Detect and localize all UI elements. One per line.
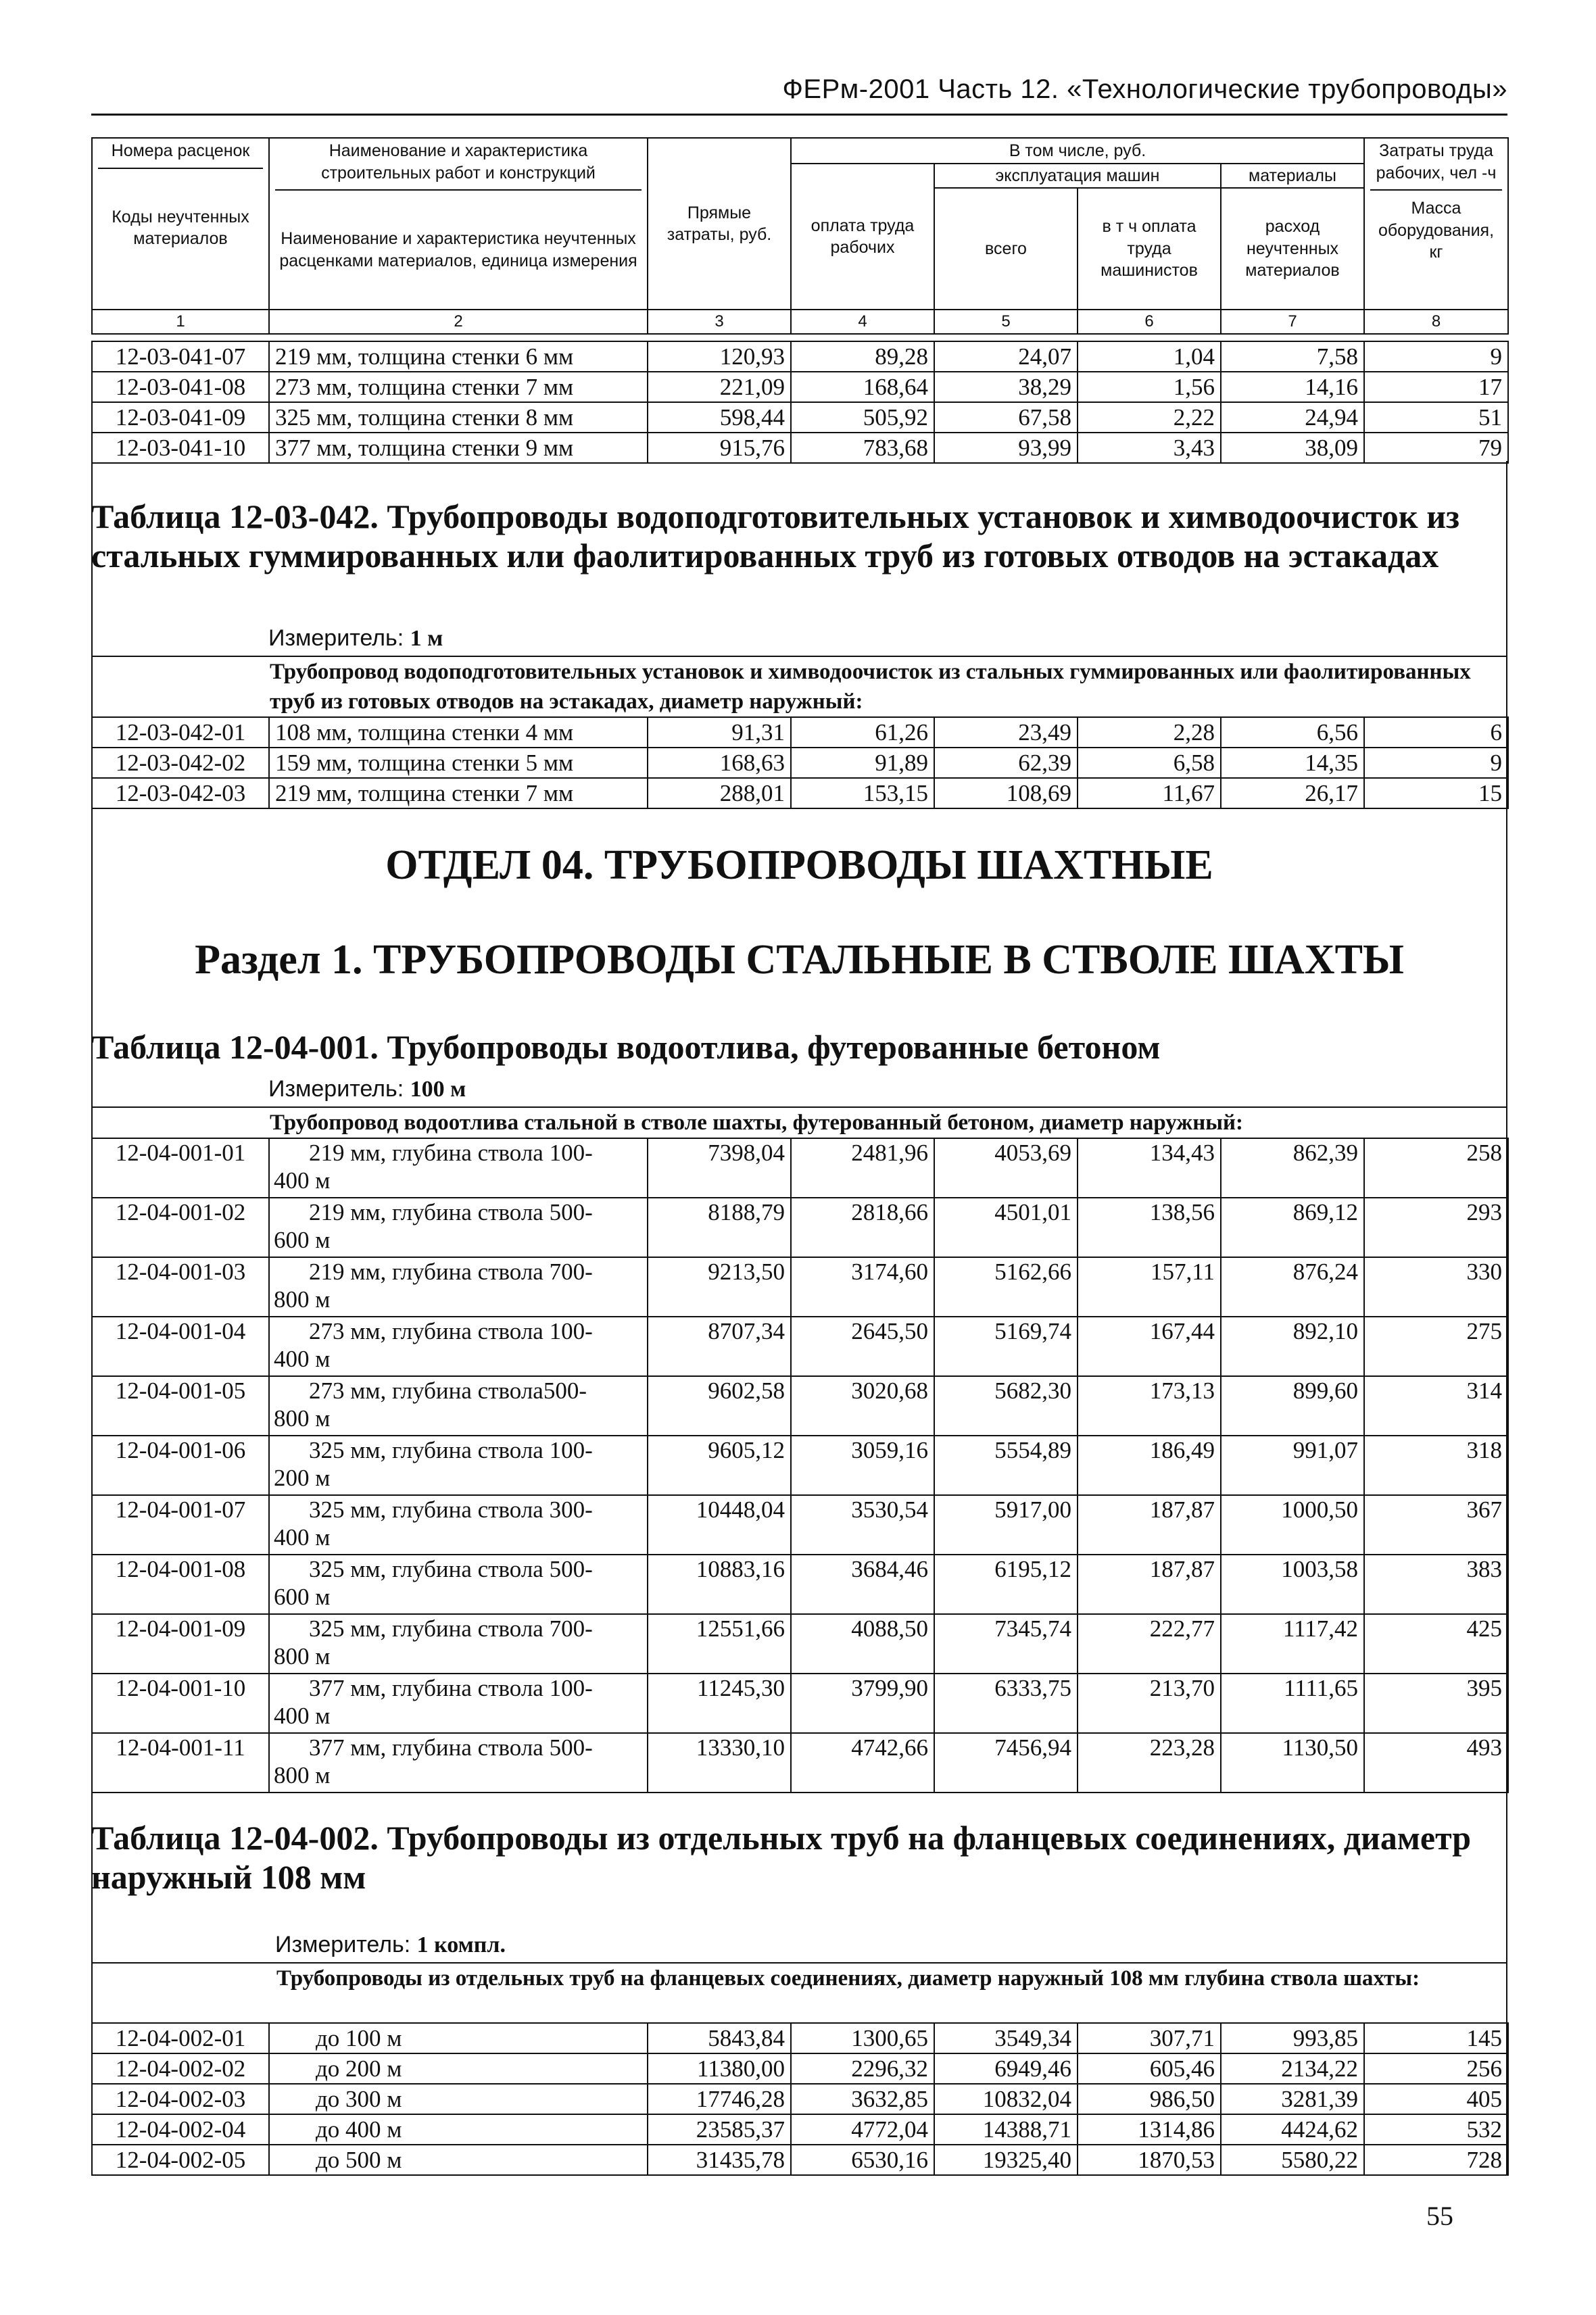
table-row: 12-04-002-04 до 400 м 23585,37 4772,04 14388,71 1314,86 4424,62 532 [92, 2114, 1508, 2145]
table-042-rows [91, 716, 1509, 809]
col-labor-header: оплата труда рабочих [791, 164, 934, 310]
table-002-subheading: Трубопроводы из отдельных труб на фланцевых соединениях, диаметр наружный 108 мм глубина ствола шахты: [91, 1962, 1507, 1993]
table-001-subheading: Трубопровод водоотлива стальной в стволе шахты, футерованный бетоном, диаметр наружный: [91, 1106, 1507, 1138]
header-rule [91, 114, 1507, 116]
table-row: 12-04-002-02 до 200 м 11380,00 2296,32 6949,46 605,46 2134,22 256 [92, 2053, 1508, 2084]
col-number: 8 [1364, 310, 1508, 334]
table-002-rows [91, 2022, 1509, 2176]
col-machines-header: эксплуатация машин [934, 164, 1221, 188]
table-042-subheading: Трубопровод водоподготовительных установок и химводоочисток из стальных гуммированных или фаолитированных труб из готовых отводов на эстакадах, диаметр наружный: [91, 656, 1507, 716]
col-machines-total-header: всего [934, 188, 1078, 310]
table-001-meter: Измеритель: 100 м [268, 1076, 466, 1102]
table-row: 12-04-001-07 325 мм, глубина ствола 300- 400 м 10448,04 3530,54 5917,00 187,87 1000,50 367 [92, 1495, 1508, 1555]
table-row: 12-04-002-01 до 100 м 5843,84 1300,65 3549,34 307,71 993,85 145 [92, 2023, 1508, 2053]
col-materials-header: материалы [1221, 164, 1364, 188]
table-row: 12-04-002-03 до 300 м 17746,28 3632,85 10832,04 986,50 3281,39 405 [92, 2084, 1508, 2114]
col-number: 3 [648, 310, 791, 334]
table-row: 12-04-001-03 219 мм, глубина ствола 700- 800 м 9213,50 3174,60 5162,66 157,11 876,24 330 [92, 1257, 1508, 1317]
col-number: 7 [1221, 310, 1364, 334]
col-direct-header: Прямые затраты, руб. [648, 138, 791, 310]
col-operators-header: в т ч оплата труда машинистов [1078, 188, 1221, 310]
table-row: 12-04-002-05 до 500 м 31435,78 6530,16 19325,40 1870,53 5580,22 728 [92, 2145, 1508, 2175]
table-row: 12-04-001-10 377 мм, глубина ствола 100- 400 м 11245,30 3799,90 6333,75 213,70 1111,65 395 [92, 1674, 1508, 1733]
running-header: ФЕРм-2001 Часть 12. «Технологические трубопроводы» [782, 74, 1507, 104]
table-row: 12-04-001-06 325 мм, глубина ствола 100- 200 м 9605,12 3059,16 5554,89 186,49 991,07 318 [92, 1436, 1508, 1495]
table-041-rows [91, 341, 1509, 464]
table-001-title: Таблица 12-04-001. Трубопроводы водоотлива, футерованные бетоном [91, 1028, 1161, 1066]
table-002-title: Таблица 12-04-002. Трубопроводы из отдельных труб на фланцевых соединениях, диаметр наружный 108 мм [91, 1819, 1472, 1896]
table-row: 12-03-041-08 273 мм, толщина стенки 7 мм 221,09 168,64 38,29 1,56 14,16 17 [92, 372, 1508, 402]
table-row: 12-03-042-02 159 мм, толщина стенки 5 мм 168,63 91,89 62,39 6,58 14,35 9 [92, 748, 1508, 778]
col-number: 1 [92, 310, 269, 334]
col-number: 4 [791, 310, 934, 334]
table-row: 12-03-041-10 377 мм, толщина стенки 9 мм 915,76 783,68 93,99 3,43 38,09 79 [92, 433, 1508, 463]
table-row: 12-04-001-08 325 мм, глубина ствола 500- 600 м 10883,16 3684,46 6195,12 187,87 1003,58 383 [92, 1555, 1508, 1614]
table-row: 12-04-001-05 273 мм, глубина ствола500- 800 м 9602,58 3020,68 5682,30 173,13 899,60 314 [92, 1376, 1508, 1436]
section-title: Раздел 1. ТРУБОПРОВОДЫ СТАЛЬНЫЕ В СТВОЛЕ ШАХТЫ [195, 937, 1404, 983]
col-number: 2 [269, 310, 648, 334]
column-numbers-row [92, 310, 1508, 334]
table-row: 12-03-041-07 219 мм, толщина стенки 6 мм 120,93 89,28 24,07 1,04 7,58 9 [92, 341, 1508, 372]
table-row: 12-03-042-01 108 мм, толщина стенки 4 мм 91,31 61,26 23,49 2,28 6,56 6 [92, 717, 1508, 748]
col-names-header: Наименование и характеристика строительных работ и конструкций Наименование и характеристика неучтенных расценками материалов, единица измерения [269, 138, 648, 310]
table-row: 12-04-001-01 219 мм, глубина ствола 100- 400 м 7398,04 2481,96 4053,69 134,43 862,39 258 [92, 1138, 1508, 1198]
table-row: 12-04-001-09 325 мм, глубина ствола 700- 800 м 12551,66 4088,50 7345,74 222,77 1117,42 425 [92, 1614, 1508, 1674]
col-materials-consumption-header: расход неучтенных материалов [1221, 188, 1364, 310]
table-row: 12-03-042-03 219 мм, толщина стенки 7 мм 288,01 153,15 108,69 11,67 26,17 15 [92, 778, 1508, 808]
table-row: 12-03-041-09 325 мм, толщина стенки 8 мм 598,44 505,92 67,58 2,22 24,94 51 [92, 402, 1508, 433]
table-042-title: Таблица 12-03-042. Трубопроводы водоподготовительных установок и химводоочисток из стальных гуммированных или фаолитированных труб из готовых отводов на эстакадах [91, 497, 1460, 575]
table-002-meter: Измеритель: 1 компл. [275, 1932, 506, 1957]
col-including-header: В том числе, руб. [791, 138, 1364, 164]
col-number: 5 [934, 310, 1078, 334]
col-number: 6 [1078, 310, 1221, 334]
table-row: 12-04-001-11 377 мм, глубина ствола 500- 800 м 13330,10 4742,66 7456,94 223,28 1130,50 493 [92, 1733, 1508, 1793]
table-row: 12-04-001-02 219 мм, глубина ствола 500- 600 м 8188,79 2818,66 4501,01 138,56 869,12 293 [92, 1198, 1508, 1257]
col-hours-header: Затраты труда рабочих, чел -ч Масса оборудования, кг [1364, 138, 1508, 310]
column-header-table [91, 137, 1509, 335]
table-row: 12-04-001-04 273 мм, глубина ствола 100- 400 м 8707,34 2645,50 5169,74 167,44 892,10 275 [92, 1317, 1508, 1376]
col-codes-header: Номера расценок Коды неучтенных материалов [92, 138, 269, 310]
table-042-meter: Измеритель: 1 м [268, 625, 443, 651]
table-001-rows [91, 1138, 1509, 1793]
department-title: ОТДЕЛ 04. ТРУБОПРОВОДЫ ШАХТНЫЕ [385, 842, 1213, 888]
page-number: 55 [1426, 2201, 1453, 2231]
